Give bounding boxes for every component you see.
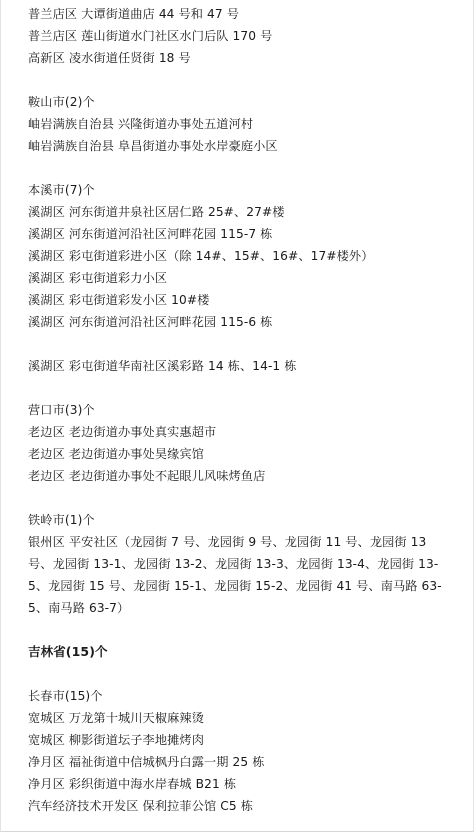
- list-item: 汽车经济技术开发区 保利拉菲公馆 C5 栋: [28, 799, 253, 813]
- list-item: 净月区 福祉街道中信城枫丹白露一期 25 栋: [28, 755, 265, 769]
- list-item: 溪湖区 彩屯街道彩发小区 10#楼: [28, 293, 210, 307]
- list-item: 老边区 老边街道办事处真实惠超市: [28, 425, 217, 439]
- spacer: [28, 69, 457, 91]
- spacer: [28, 487, 457, 509]
- spacer: [28, 333, 457, 355]
- list-item: 高新区 凌水街道任贤街 18 号: [28, 51, 191, 65]
- list-item: 溪湖区 河东街道井泉社区居仁路 25#、27#楼: [28, 205, 285, 219]
- list-item: 溪湖区 彩屯街道彩力小区: [28, 271, 168, 285]
- city-header-anshan: 鞍山市(2)个: [28, 95, 95, 109]
- list-item: 溪湖区 河东街道河沿社区河畔花园 115-7 栋: [28, 227, 273, 241]
- province-header-jilin: 吉林省(15)个: [28, 644, 108, 659]
- list-item: 老边区 老边街道办事处昊缘宾馆: [28, 447, 204, 461]
- list-item: 净月区 彩织街道中海水岸春城 B21 栋: [28, 777, 237, 791]
- yingkou-section: [28, 399, 457, 487]
- city-header-yingkou: 营口市(3)个: [28, 403, 95, 417]
- tieling-paragraph: 银州区 平安社区（龙园街 7 号、龙园街 9 号、龙园街 11 号、龙园街 13 号、龙园街 13-1、龙园街 13-2、龙园街 13-3、龙园街 13-4、龙园街 13-5、龙园街 15 号、龙园街 15-1、龙园街 15-2、龙园街 41 号、南马路 63-5、南马路 63-7）: [28, 535, 442, 615]
- list-item: 老边区 老边街道办事处不起眼儿风味烤鱼店: [28, 469, 266, 483]
- tieling-section: [28, 509, 457, 619]
- spacer: [28, 377, 457, 399]
- list-item: 溪湖区 河东街道河沿社区河畔花园 115-6 栋: [28, 315, 273, 329]
- list-item: 溪湖区 彩屯街道彩进小区（除 14#、15#、16#、17#楼外）: [28, 249, 374, 263]
- spacer: [28, 663, 457, 685]
- dalian-continued-list: [28, 3, 457, 69]
- city-header-tieling: 铁岭市(1)个: [28, 513, 95, 527]
- list-item: 溪湖区 彩屯街道华南社区溪彩路 14 栋、14-1 栋: [28, 359, 297, 373]
- list-item: 普兰店区 大谭街道曲店 44 号和 47 号: [28, 7, 240, 21]
- list-item: 宽城区 万龙第十城川天椒麻辣烫: [28, 711, 204, 725]
- changchun-section: [28, 685, 457, 817]
- anshan-section: [28, 91, 457, 157]
- list-item: 岫岩满族自治县 兴隆街道办事处五道河村: [28, 117, 254, 131]
- spacer: [28, 157, 457, 179]
- spacer: [28, 619, 457, 641]
- list-item: 普兰店区 莲山街道水门社区水门后队 170 号: [28, 29, 273, 43]
- city-header-changchun: 长春市(15)个: [28, 689, 103, 703]
- list-item: 岫岩满族自治县 阜昌街道办事处水岸豪庭小区: [28, 139, 278, 153]
- benxi-section: [28, 179, 457, 377]
- list-item: 宽城区 柳影街道坛子李地摊烤肉: [28, 733, 204, 747]
- city-header-benxi: 本溪市(7)个: [28, 183, 95, 197]
